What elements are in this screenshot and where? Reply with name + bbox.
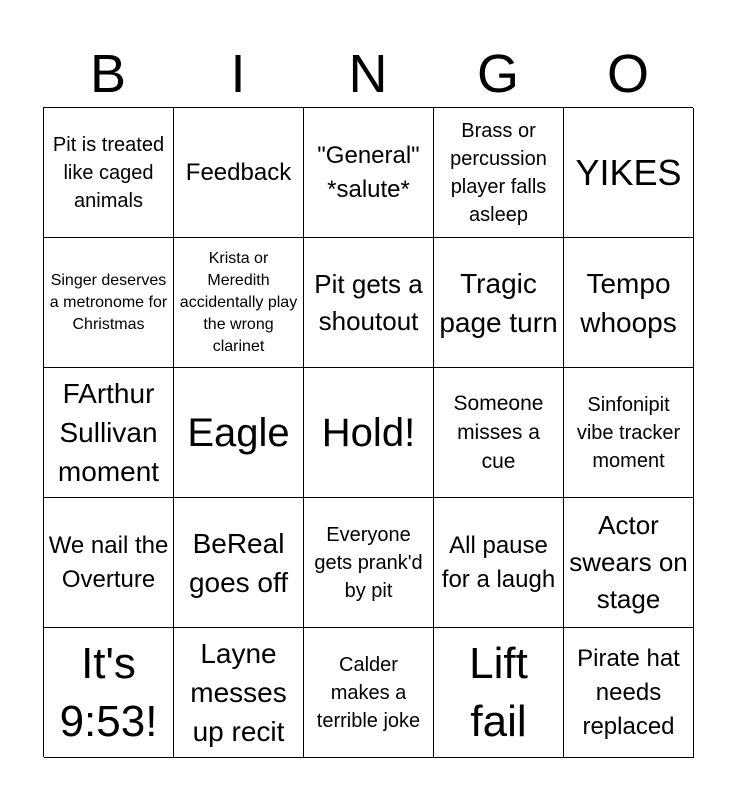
cell-text: Brass or percussion player falls asleep — [450, 119, 547, 226]
header-letter-b: B — [89, 44, 127, 104]
cell-text: It's 9:53! — [59, 638, 158, 746]
bingo-cell[interactable] — [434, 238, 564, 368]
bingo-cell[interactable] — [44, 238, 174, 368]
bingo-cell[interactable] — [304, 498, 434, 628]
header-letter-n: N — [348, 44, 388, 104]
header-letter-i: I — [230, 44, 246, 104]
bingo-cell[interactable] — [44, 368, 174, 498]
cell-text: Tragic page turn — [439, 267, 558, 338]
cell-text: Actor swears on stage — [569, 510, 688, 614]
cell-text: Lift fail — [469, 638, 528, 746]
bingo-cell[interactable] — [44, 498, 174, 628]
cell-text: Calder makes a terrible joke — [316, 653, 421, 732]
bingo-cell[interactable] — [174, 368, 304, 498]
cell-text: BeReal goes off — [188, 527, 289, 598]
cell-text: Pit is treated like caged animals — [52, 133, 165, 212]
bingo-cell[interactable] — [564, 498, 694, 628]
cell-text: Someone misses a cue — [453, 392, 544, 473]
bingo-cell[interactable] — [564, 628, 694, 758]
header-letter-o: O — [606, 44, 649, 104]
bingo-cell[interactable] — [434, 498, 564, 628]
bingo-header — [43, 40, 693, 108]
bingo-cell[interactable] — [174, 628, 304, 758]
cell-text: Hold! — [321, 410, 416, 455]
bingo-cell[interactable] — [434, 368, 564, 498]
cell-text: Pit gets a shoutout — [314, 268, 423, 336]
cell-text: Feedback — [185, 158, 292, 186]
bingo-cell[interactable] — [304, 628, 434, 758]
bingo-cell[interactable] — [304, 108, 434, 238]
cell-text: We nail the Overture — [48, 531, 169, 593]
cell-text: Krista or Meredith accidentally play the wrong clarinet — [179, 249, 298, 355]
cell-text: Pirate hat needs replaced — [577, 644, 680, 740]
bingo-cell[interactable] — [44, 628, 174, 758]
bingo-cell[interactable] — [564, 368, 694, 498]
bingo-cell[interactable] — [434, 628, 564, 758]
cell-text: Singer deserves a metronome for Christmas — [49, 271, 168, 333]
cell-text: Sinfonipit vibe tracker moment — [576, 393, 681, 472]
bingo-cell[interactable] — [174, 108, 304, 238]
cell-text: Layne messes up recit — [190, 638, 287, 747]
cell-text: Tempo whoops — [580, 267, 677, 338]
bingo-cell[interactable] — [304, 368, 434, 498]
bingo-card-grid — [43, 107, 693, 757]
bingo-cell[interactable] — [434, 108, 564, 238]
cell-text: Everyone gets prank'd by pit — [314, 523, 423, 602]
bingo-cell[interactable] — [564, 108, 694, 238]
bingo-cell[interactable] — [174, 498, 304, 628]
cell-text: YIKES — [575, 151, 682, 193]
bingo-cell[interactable] — [304, 238, 434, 368]
bingo-cell[interactable] — [44, 108, 174, 238]
cell-text: Eagle — [187, 410, 290, 455]
cell-text: "General" *salute* — [317, 141, 420, 203]
bingo-cell[interactable] — [174, 238, 304, 368]
cell-text: All pause for a laugh — [441, 531, 556, 593]
header-letter-g: G — [476, 44, 519, 104]
bingo-cell[interactable] — [564, 238, 694, 368]
cell-text: FArthur Sullivan moment — [57, 378, 160, 487]
